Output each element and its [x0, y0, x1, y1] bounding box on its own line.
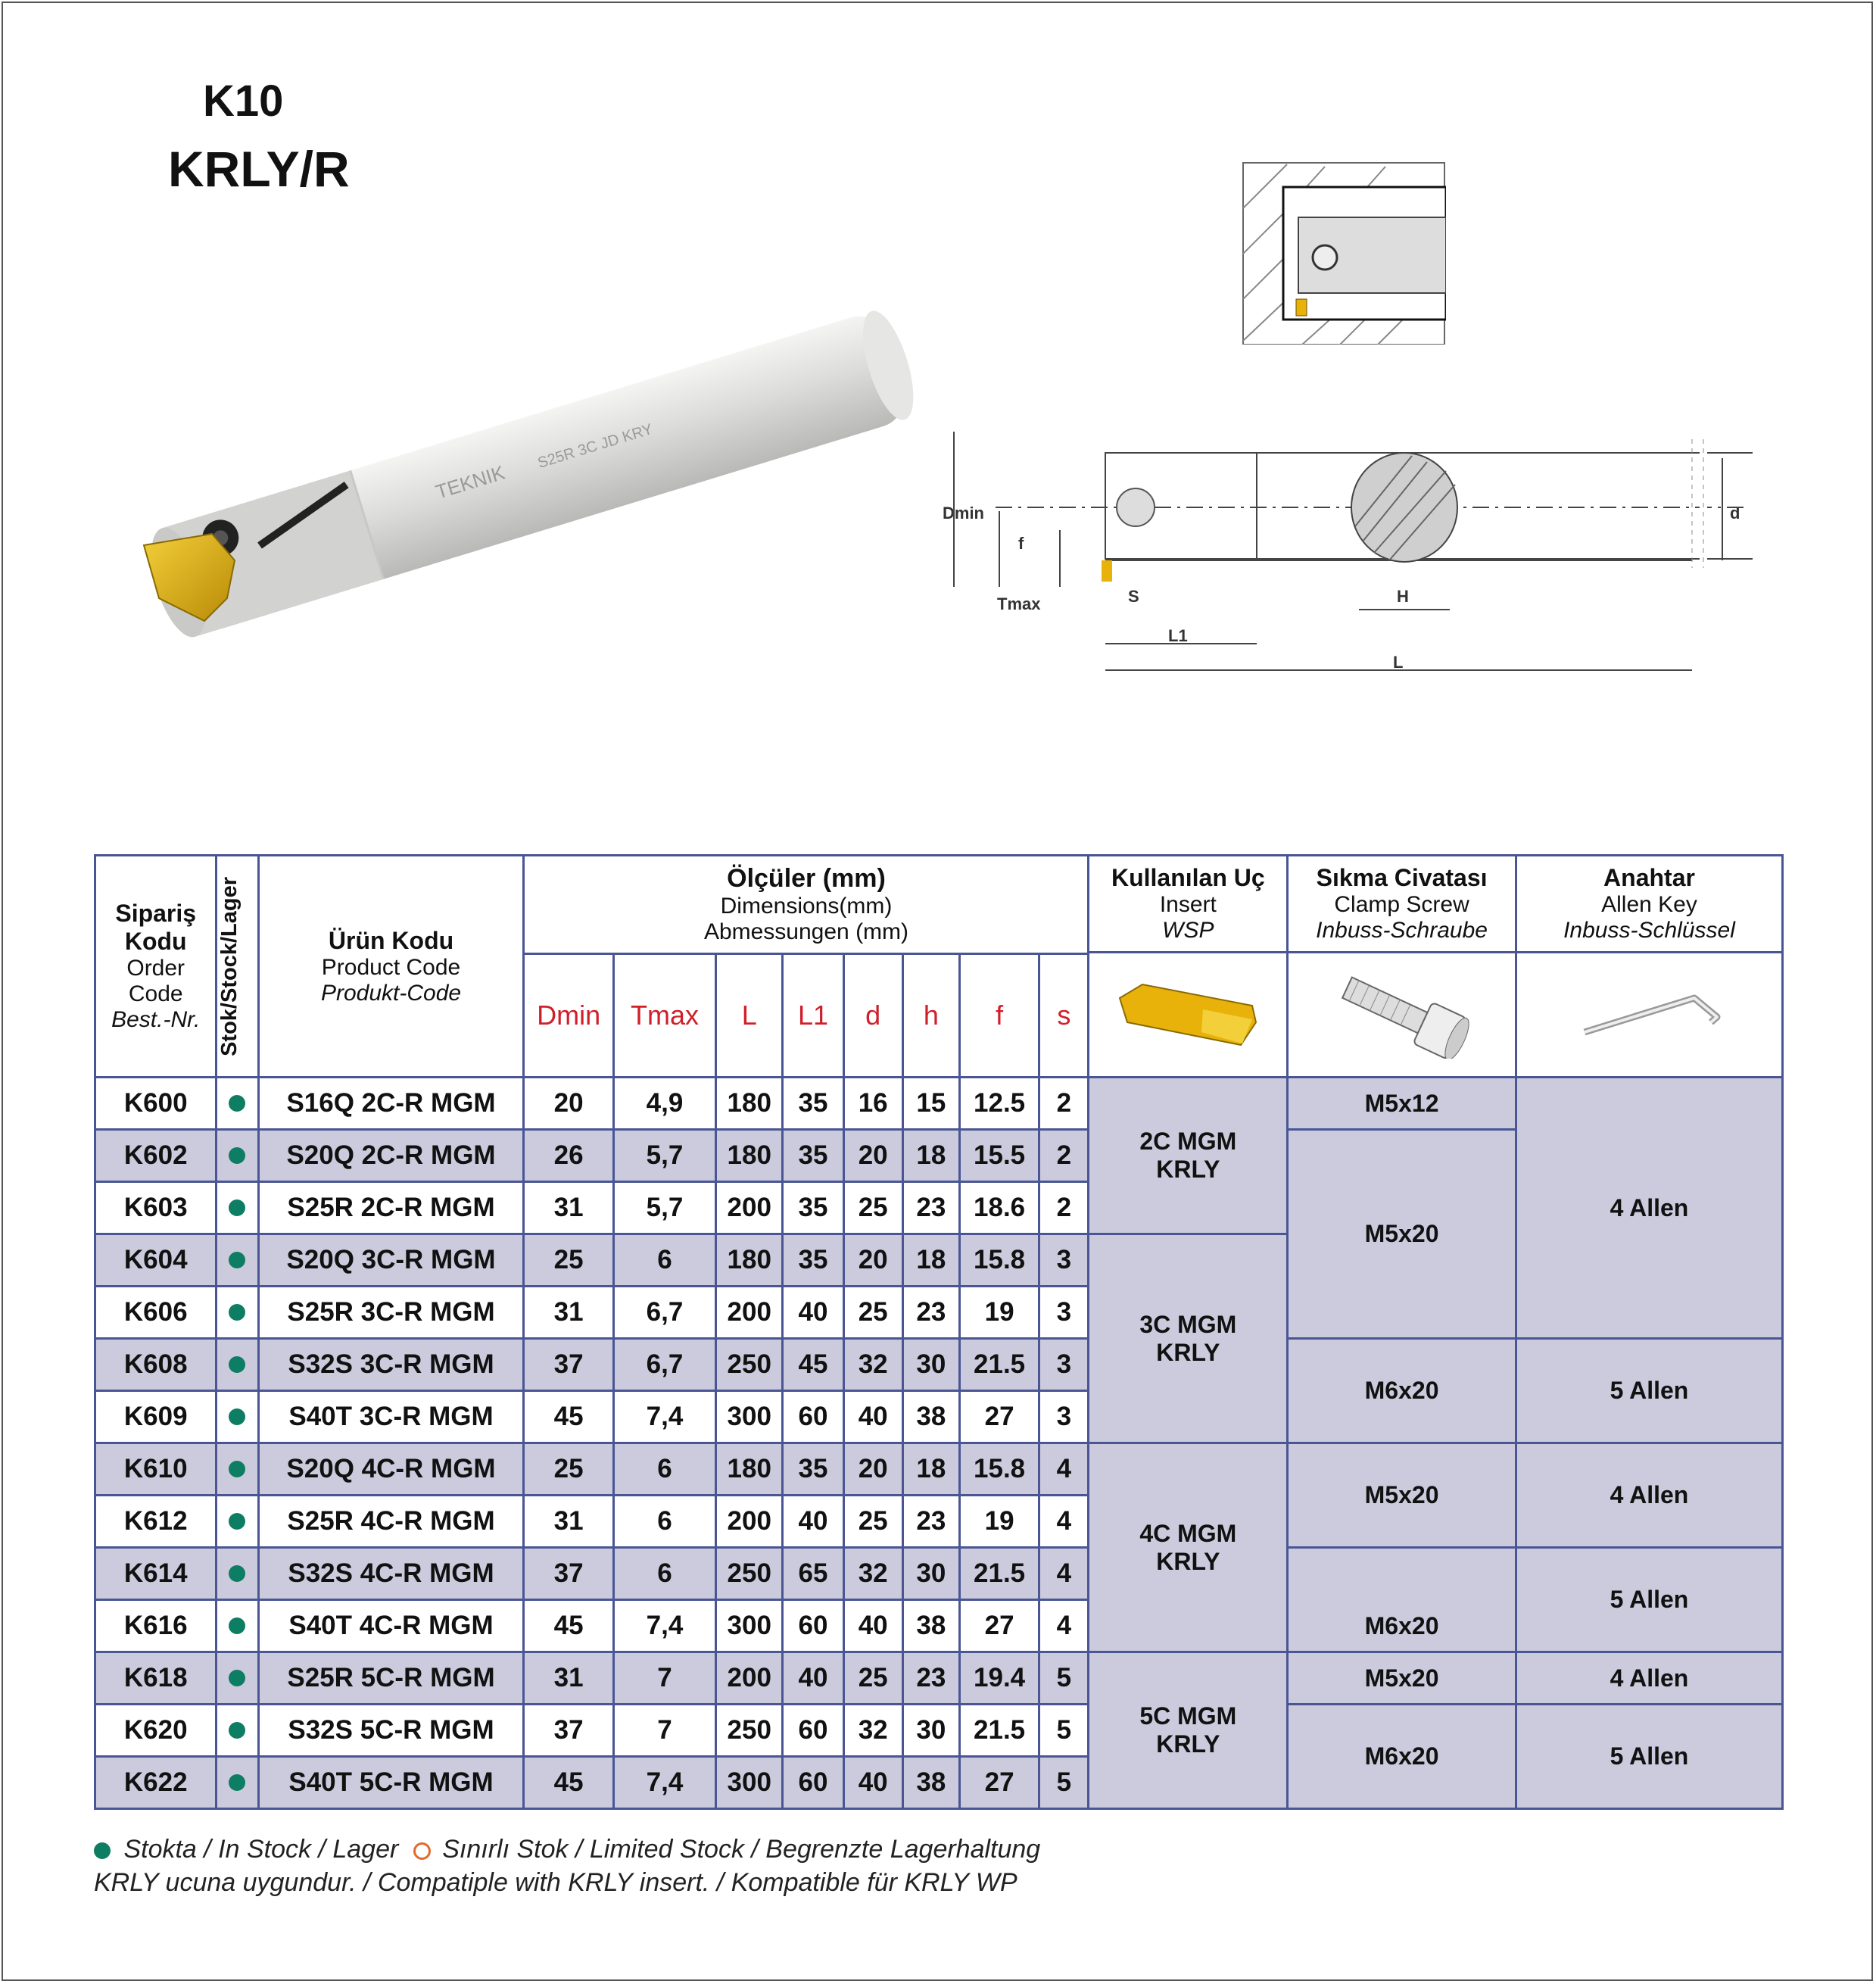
table-row [95, 1339, 1783, 1391]
dim-value: 38 [902, 1391, 959, 1443]
insert-header: Kullanılan Uç Insert WSP [1089, 856, 1288, 953]
dim-value: 200 [716, 1496, 783, 1548]
svg-text:f: f [1018, 534, 1024, 553]
dim-value: 19.4 [959, 1652, 1039, 1705]
table-row [95, 1705, 1783, 1757]
dim-value: 21.5 [959, 1705, 1039, 1757]
limited-stock-ring-icon [413, 1842, 431, 1860]
in-stock-dot-icon [229, 1774, 245, 1791]
allen-key-icon [1573, 975, 1725, 1051]
svg-text:L: L [1393, 653, 1404, 672]
dim-value: 21.5 [959, 1548, 1039, 1600]
dim-value: 40 [843, 1757, 902, 1809]
screw-icon [1326, 968, 1478, 1059]
in-stock-dot-icon [94, 1842, 111, 1859]
dim-value: 2 [1039, 1182, 1089, 1234]
key-picture [1516, 953, 1782, 1078]
dim-value: 35 [783, 1234, 843, 1287]
in-stock-dot-icon [229, 1722, 245, 1739]
dim-value: 3 [1039, 1391, 1089, 1443]
dim-value: 6,7 [613, 1339, 715, 1391]
product-code: S20Q 2C-R MGM [258, 1130, 524, 1182]
dim-value: 23 [902, 1182, 959, 1234]
dim-value: 31 [524, 1182, 613, 1234]
dim-col-h: h [902, 954, 959, 1078]
product-code: S20Q 3C-R MGM [258, 1234, 524, 1287]
key-cell: 5 Allen [1516, 1548, 1782, 1652]
insert-icon [1112, 975, 1264, 1051]
stock-status [217, 1600, 258, 1652]
dim-value: 15.8 [959, 1443, 1039, 1496]
order-code: K603 [95, 1182, 217, 1234]
product-code: S20Q 4C-R MGM [258, 1443, 524, 1496]
dim-value: 25 [843, 1652, 902, 1705]
dim-value: 2 [1039, 1078, 1089, 1130]
product-code: S40T 5C-R MGM [258, 1757, 524, 1809]
dim-value: 35 [783, 1443, 843, 1496]
dimensions-header: Ölçüler (mm) Dimensions(mm) Abmessungen (mm) [524, 856, 1089, 954]
dim-value: 31 [524, 1652, 613, 1705]
dim-value: 250 [716, 1339, 783, 1391]
product-family-code: K10 [203, 76, 284, 126]
tool-holder-image [114, 242, 954, 682]
specification-table [94, 854, 1784, 1810]
dim-value: 27 [959, 1757, 1039, 1809]
dim-value: 19 [959, 1287, 1039, 1339]
insert-cell: 4C MGM KRLY [1089, 1443, 1288, 1652]
clamp-screw-header: Sıkma Civatası Clamp Screw Inbuss-Schraube [1288, 856, 1516, 953]
insert-cell: 5C MGM KRLY [1089, 1652, 1288, 1809]
dim-value: 200 [716, 1182, 783, 1234]
product-code: S40T 3C-R MGM [258, 1391, 524, 1443]
stock-status [217, 1078, 258, 1130]
dim-value: 30 [902, 1339, 959, 1391]
dim-value: 37 [524, 1548, 613, 1600]
stock-status [217, 1287, 258, 1339]
dim-col-f: f [959, 954, 1039, 1078]
product-title: KRLY/R [168, 141, 350, 197]
in-stock-dot-icon [229, 1356, 245, 1373]
dim-value: 7,4 [613, 1757, 715, 1809]
dim-value: 5 [1039, 1757, 1089, 1809]
order-code: K612 [95, 1496, 217, 1548]
dim-value: 3 [1039, 1234, 1089, 1287]
dim-value: 7,4 [613, 1391, 715, 1443]
dim-value: 200 [716, 1287, 783, 1339]
dim-value: 300 [716, 1391, 783, 1443]
screw-cell: M6x20 [1288, 1548, 1516, 1652]
product-code: S25R 5C-R MGM [258, 1652, 524, 1705]
dim-value: 60 [783, 1705, 843, 1757]
dim-value: 18.6 [959, 1182, 1039, 1234]
brand-engraving: TEKNIK [432, 460, 508, 504]
stock-header: Stok/Stock/Lager [217, 856, 258, 1078]
stock-status [217, 1391, 258, 1443]
in-stock-dot-icon [229, 1513, 245, 1530]
dim-value: 180 [716, 1078, 783, 1130]
stock-status [217, 1496, 258, 1548]
allen-key-header: Anahtar Allen Key Inbuss-Schlüssel [1516, 856, 1782, 953]
in-stock-dot-icon [229, 1095, 245, 1112]
dim-value: 40 [783, 1287, 843, 1339]
dim-value: 40 [783, 1496, 843, 1548]
dim-value: 3 [1039, 1339, 1089, 1391]
dim-value: 25 [524, 1234, 613, 1287]
dim-value: 60 [783, 1600, 843, 1652]
dim-value: 30 [902, 1705, 959, 1757]
dim-value: 45 [524, 1757, 613, 1809]
table-row [95, 1652, 1783, 1705]
dim-col-tmax: Tmax [613, 954, 715, 1078]
stock-legend [94, 1833, 1040, 1899]
product-code-header: Ürün Kodu Product Code Produkt-Code [258, 856, 524, 1078]
dim-value: 6 [613, 1443, 715, 1496]
dim-value: 18 [902, 1234, 959, 1287]
svg-text:H: H [1397, 587, 1409, 606]
dim-value: 35 [783, 1182, 843, 1234]
dim-value: 40 [843, 1600, 902, 1652]
stock-status [217, 1652, 258, 1705]
dim-value: 6 [613, 1496, 715, 1548]
dim-value: 25 [843, 1496, 902, 1548]
order-code: K610 [95, 1443, 217, 1496]
dim-value: 31 [524, 1496, 613, 1548]
order-code: K608 [95, 1339, 217, 1391]
order-code: K620 [95, 1705, 217, 1757]
dim-value: 60 [783, 1757, 843, 1809]
dim-value: 27 [959, 1600, 1039, 1652]
dim-value: 4 [1039, 1600, 1089, 1652]
dim-value: 20 [843, 1443, 902, 1496]
dim-value: 37 [524, 1705, 613, 1757]
dim-value: 25 [843, 1287, 902, 1339]
stock-status [217, 1130, 258, 1182]
order-code: K622 [95, 1757, 217, 1809]
section-drawing [1242, 155, 1446, 345]
dim-value: 5,7 [613, 1130, 715, 1182]
dim-value: 35 [783, 1130, 843, 1182]
dim-value: 7 [613, 1705, 715, 1757]
product-code: S25R 3C-R MGM [258, 1287, 524, 1339]
key-cell: 4 Allen [1516, 1652, 1782, 1705]
dim-value: 2 [1039, 1130, 1089, 1182]
dim-value: 180 [716, 1234, 783, 1287]
in-stock-dot-icon [229, 1461, 245, 1477]
order-code: K606 [95, 1287, 217, 1339]
dim-value: 30 [902, 1548, 959, 1600]
dim-col-d: d [843, 954, 902, 1078]
stock-status [217, 1182, 258, 1234]
dim-value: 4 [1039, 1496, 1089, 1548]
insert-cell: 3C MGM KRLY [1089, 1234, 1288, 1443]
dim-value: 16 [843, 1078, 902, 1130]
table-row [95, 1078, 1783, 1130]
screw-cell: M5x20 [1288, 1130, 1516, 1339]
dim-value: 40 [783, 1652, 843, 1705]
svg-text:Dmin: Dmin [943, 504, 984, 523]
screw-cell: M5x20 [1288, 1652, 1516, 1705]
dim-value: 4 [1039, 1548, 1089, 1600]
svg-text:S: S [1128, 587, 1139, 606]
dim-value: 300 [716, 1600, 783, 1652]
dim-value: 26 [524, 1130, 613, 1182]
dim-value: 40 [843, 1391, 902, 1443]
table-row [95, 1548, 1783, 1600]
order-code: K604 [95, 1234, 217, 1287]
dim-value: 20 [843, 1130, 902, 1182]
screw-picture [1288, 953, 1516, 1078]
dim-value: 45 [524, 1600, 613, 1652]
dim-value: 4,9 [613, 1078, 715, 1130]
dim-value: 6 [613, 1548, 715, 1600]
dim-value: 6,7 [613, 1287, 715, 1339]
dim-value: 23 [902, 1287, 959, 1339]
dim-value: 5 [1039, 1652, 1089, 1705]
dim-value: 23 [902, 1496, 959, 1548]
dim-value: 21.5 [959, 1339, 1039, 1391]
product-code: S16Q 2C-R MGM [258, 1078, 524, 1130]
dim-value: 7,4 [613, 1600, 715, 1652]
dim-value: 32 [843, 1339, 902, 1391]
dim-value: 250 [716, 1548, 783, 1600]
key-cell: 5 Allen [1516, 1705, 1782, 1809]
svg-text:L1: L1 [1168, 626, 1188, 645]
dim-value: 32 [843, 1705, 902, 1757]
screw-cell: M5x12 [1288, 1078, 1516, 1130]
dim-col-l: L [716, 954, 783, 1078]
dim-value: 31 [524, 1287, 613, 1339]
product-code: S40T 4C-R MGM [258, 1600, 524, 1652]
dim-col-dmin: Dmin [524, 954, 613, 1078]
order-code-header: Sipariş Kodu Order Code Best.-Nr. [95, 856, 217, 1078]
order-code: K600 [95, 1078, 217, 1130]
product-code: S32S 3C-R MGM [258, 1339, 524, 1391]
product-code: S25R 4C-R MGM [258, 1496, 524, 1548]
svg-text:d: d [1730, 504, 1740, 523]
dim-value: 23 [902, 1652, 959, 1705]
dim-value: 19 [959, 1496, 1039, 1548]
dim-value: 38 [902, 1600, 959, 1652]
dim-value: 38 [902, 1757, 959, 1809]
dim-value: 180 [716, 1130, 783, 1182]
compatibility-note: KRLY ucuna uygundur. / Compatiple with KRLY insert. / Kompatible für KRLY WP [94, 1868, 1017, 1897]
dim-value: 300 [716, 1757, 783, 1809]
dim-value: 45 [524, 1391, 613, 1443]
key-cell: 5 Allen [1516, 1339, 1782, 1443]
dim-value: 7 [613, 1652, 715, 1705]
order-code: K614 [95, 1548, 217, 1600]
dim-value: 5 [1039, 1705, 1089, 1757]
dim-value: 35 [783, 1078, 843, 1130]
dim-value: 45 [783, 1339, 843, 1391]
dim-value: 15.5 [959, 1130, 1039, 1182]
dim-value: 65 [783, 1548, 843, 1600]
in-stock-dot-icon [229, 1252, 245, 1268]
screw-cell: M6x20 [1288, 1339, 1516, 1443]
stock-status [217, 1548, 258, 1600]
product-code: S25R 2C-R MGM [258, 1182, 524, 1234]
dim-value: 25 [843, 1182, 902, 1234]
model-engraving: S25R 3C JD KRY [535, 420, 655, 472]
stock-status [217, 1339, 258, 1391]
dim-value: 18 [902, 1443, 959, 1496]
stock-status [217, 1705, 258, 1757]
in-stock-dot-icon [229, 1565, 245, 1582]
dim-value: 4 [1039, 1443, 1089, 1496]
stock-status [217, 1443, 258, 1496]
dim-value: 20 [843, 1234, 902, 1287]
order-code: K616 [95, 1600, 217, 1652]
dim-value: 200 [716, 1652, 783, 1705]
dim-value: 6 [613, 1234, 715, 1287]
in-stock-dot-icon [229, 1670, 245, 1686]
dim-value: 5,7 [613, 1182, 715, 1234]
product-code: S32S 4C-R MGM [258, 1548, 524, 1600]
stock-status [217, 1234, 258, 1287]
insert-cell: 2C MGM KRLY [1089, 1078, 1288, 1234]
table-row [95, 1443, 1783, 1496]
dim-value: 250 [716, 1705, 783, 1757]
dim-col-l1: L1 [783, 954, 843, 1078]
in-stock-dot-icon [229, 1147, 245, 1164]
dimension-drawing [927, 416, 1753, 689]
dim-value: 20 [524, 1078, 613, 1130]
key-cell: 4 Allen [1516, 1443, 1782, 1548]
order-code: K618 [95, 1652, 217, 1705]
dim-value: 27 [959, 1391, 1039, 1443]
screw-cell: M6x20 [1288, 1705, 1516, 1809]
key-cell: 4 Allen [1516, 1078, 1782, 1339]
dim-value: 18 [902, 1130, 959, 1182]
product-code: S32S 5C-R MGM [258, 1705, 524, 1757]
stock-status [217, 1757, 258, 1809]
legend-in-stock: Stokta / In Stock / Lager [123, 1835, 399, 1864]
dim-value: 15 [902, 1078, 959, 1130]
order-code: K602 [95, 1130, 217, 1182]
dim-value: 37 [524, 1339, 613, 1391]
dim-value: 3 [1039, 1287, 1089, 1339]
screw-cell: M5x20 [1288, 1443, 1516, 1548]
insert-picture [1089, 953, 1288, 1078]
dim-value: 12.5 [959, 1078, 1039, 1130]
legend-limited-stock: Sınırlı Stok / Limited Stock / Begrenzte Lagerhaltung [442, 1835, 1041, 1864]
dim-value: 60 [783, 1391, 843, 1443]
svg-text:Tmax: Tmax [997, 594, 1041, 613]
dim-value: 32 [843, 1548, 902, 1600]
in-stock-dot-icon [229, 1617, 245, 1634]
dim-value: 15.8 [959, 1234, 1039, 1287]
in-stock-dot-icon [229, 1304, 245, 1321]
order-code: K609 [95, 1391, 217, 1443]
in-stock-dot-icon [229, 1408, 245, 1425]
in-stock-dot-icon [229, 1199, 245, 1216]
dim-value: 25 [524, 1443, 613, 1496]
table-header-row [95, 856, 1783, 953]
dim-value: 180 [716, 1443, 783, 1496]
dim-col-s: s [1039, 954, 1089, 1078]
